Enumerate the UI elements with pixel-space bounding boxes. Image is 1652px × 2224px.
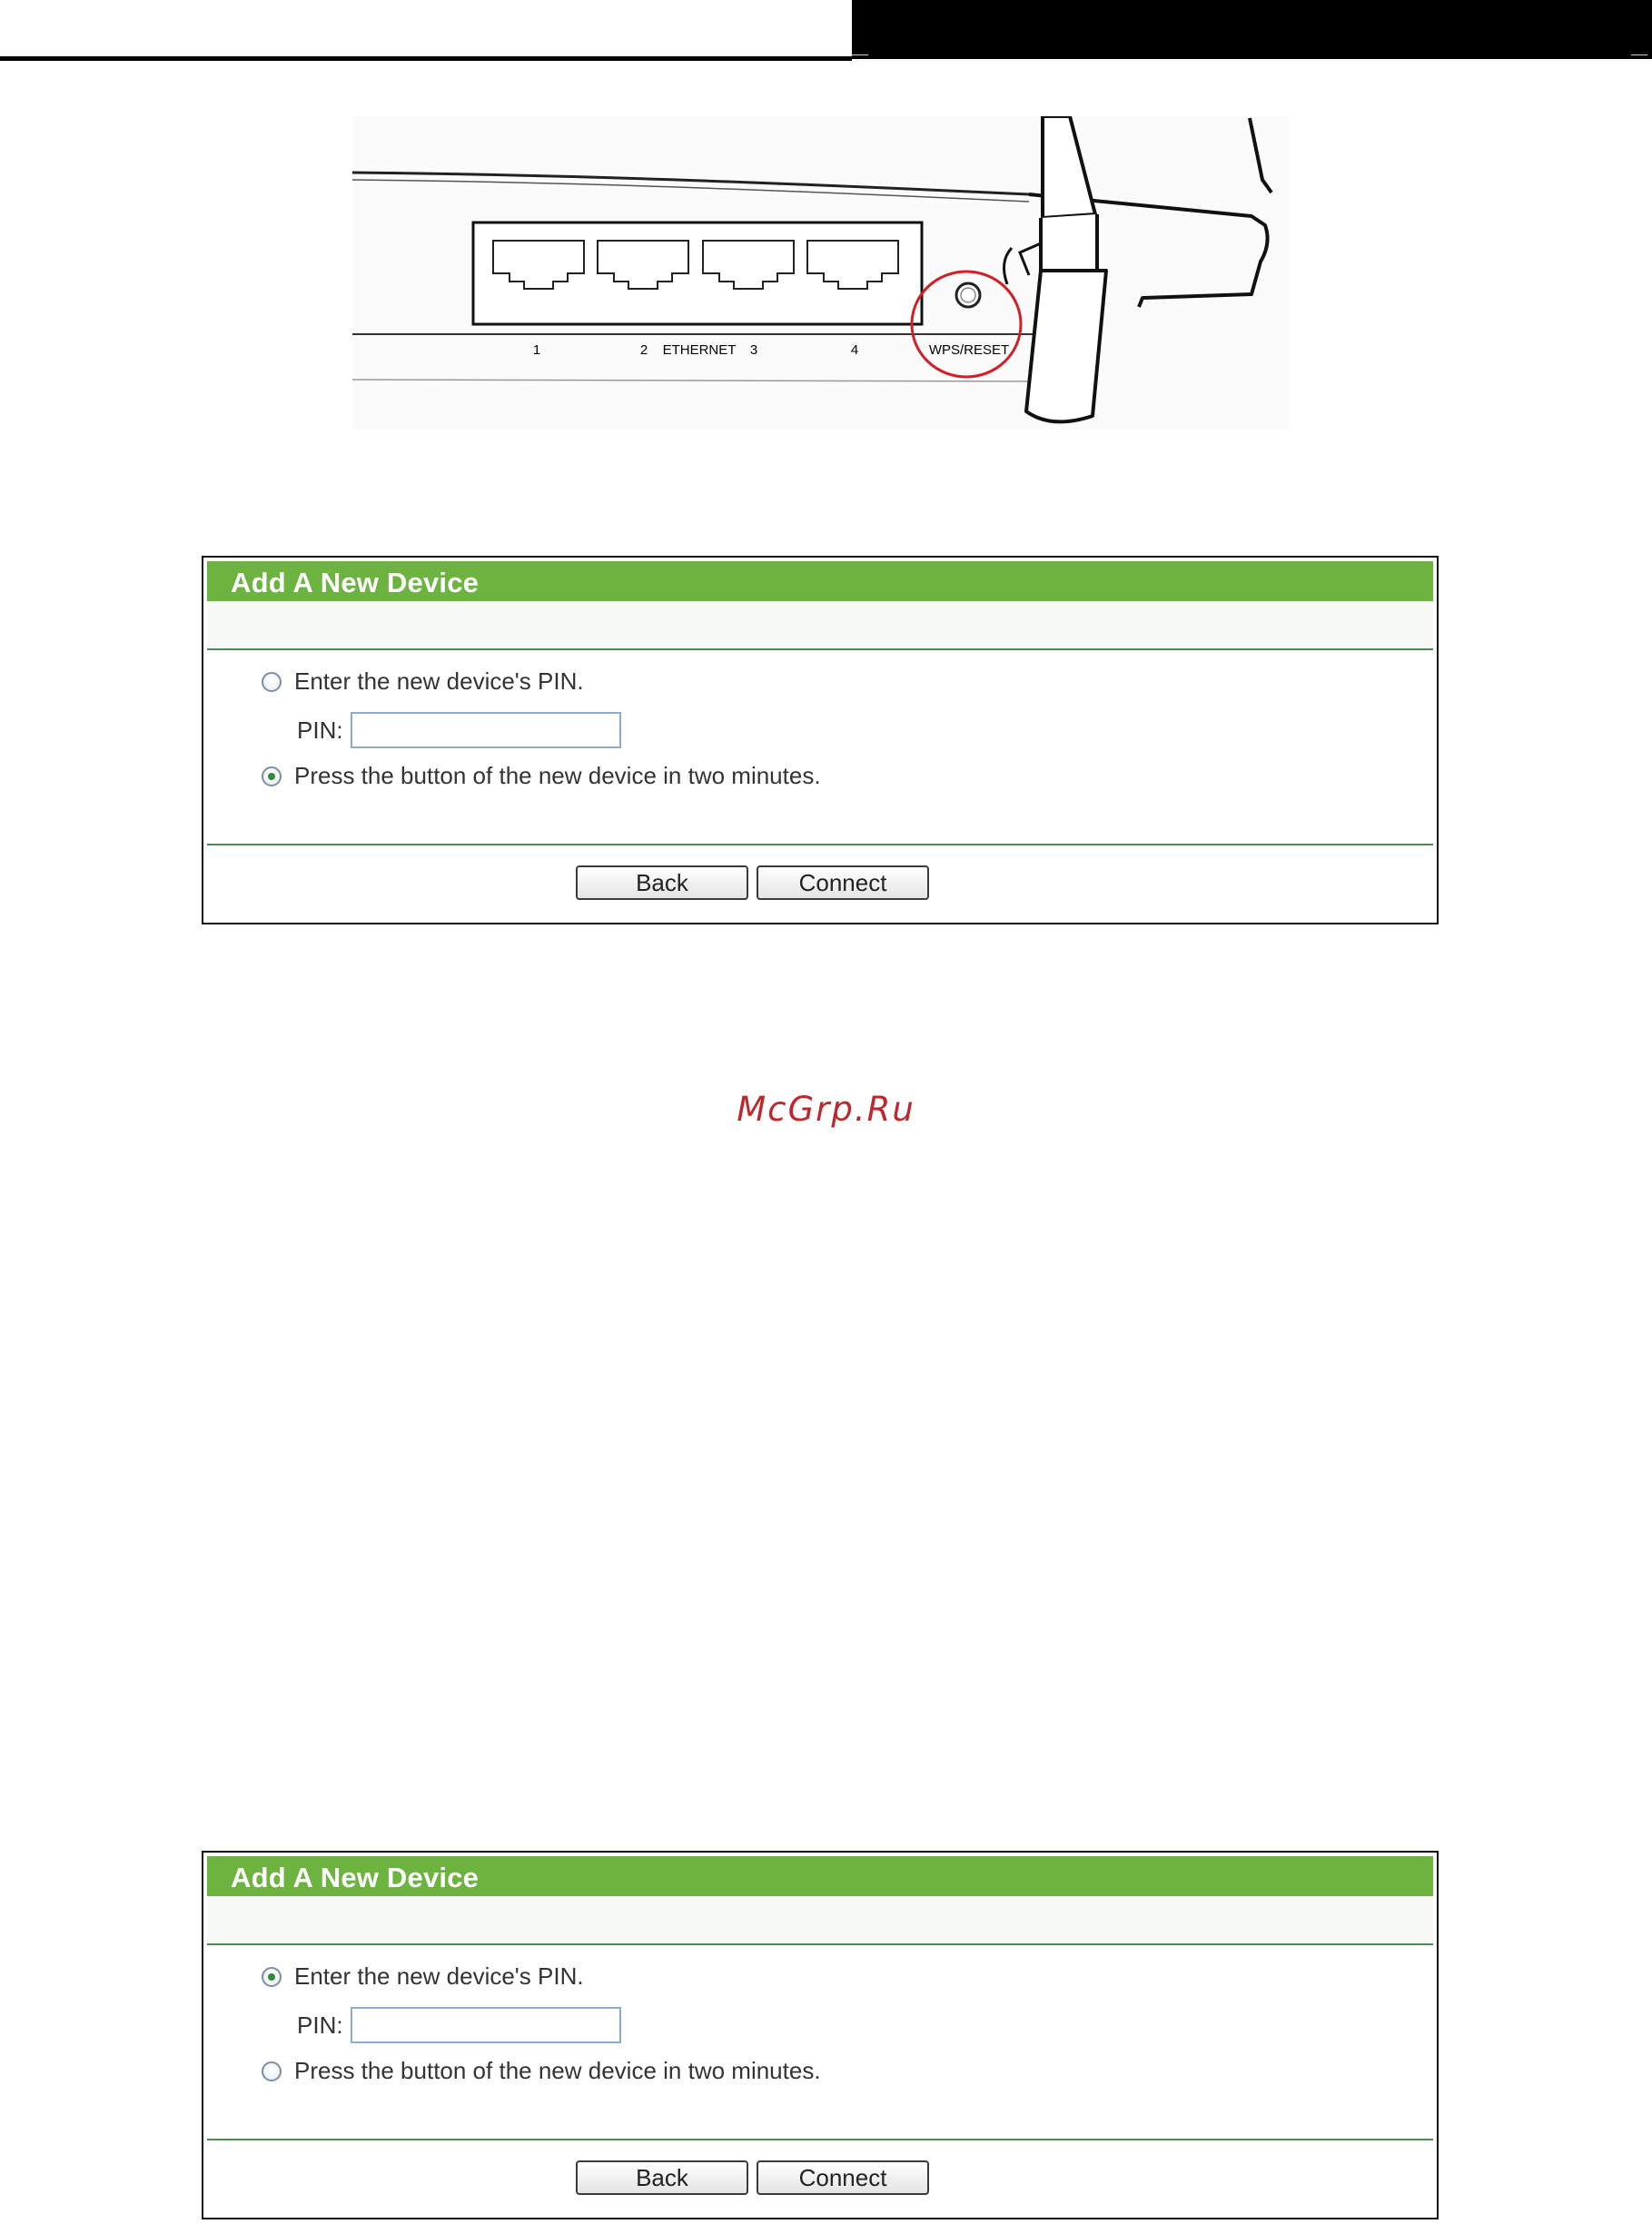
radio-push-button[interactable] (262, 2061, 282, 2081)
watermark: McGrp.Ru (737, 1090, 915, 1129)
port-label-ethernet: ETHERNET (662, 342, 737, 358)
option-push-button[interactable] (262, 762, 821, 790)
radio-push-button[interactable] (262, 766, 282, 786)
port-label-2: 2 (639, 342, 648, 358)
wps-reset-button (956, 283, 980, 307)
port-label-4: 4 (850, 342, 859, 358)
option-enter-pin[interactable] (262, 667, 584, 696)
panel-title: Add A New Device (231, 1862, 480, 1893)
port-label-1: 1 (532, 342, 541, 358)
panel-sub-bar (207, 1896, 1433, 1945)
option-push-button-label: Press the button of the new device in two minutes. (294, 762, 821, 789)
pin-input[interactable] (351, 712, 621, 748)
add-device-panel-pbc (202, 556, 1439, 924)
header-rule (0, 56, 852, 61)
radio-enter-pin[interactable] (262, 1967, 282, 1987)
back-button[interactable]: Back (576, 2160, 748, 2195)
back-button[interactable]: Back (576, 865, 748, 900)
pin-row (297, 712, 621, 748)
connect-button[interactable]: Connect (757, 865, 929, 900)
add-device-panel-pin (202, 1851, 1439, 2219)
pin-label: PIN: (297, 2011, 343, 2039)
panel-title-bar (207, 561, 1433, 601)
header-tick (852, 54, 868, 55)
router-back-panel-figure (352, 116, 1290, 430)
option-enter-pin[interactable] (262, 1962, 584, 1991)
pin-label: PIN: (297, 716, 343, 744)
option-enter-pin-label: Enter the new device's PIN. (294, 1962, 584, 1990)
pin-input[interactable] (351, 2007, 621, 2043)
wps-reset-label: WPS/RESET (928, 342, 1010, 358)
panel-title-bar (207, 1856, 1433, 1896)
panel-sub-bar (207, 601, 1433, 650)
header-tick (1631, 54, 1647, 55)
connect-button[interactable]: Connect (757, 2160, 929, 2195)
panel-title: Add A New Device (231, 567, 480, 598)
pin-row (297, 2007, 621, 2043)
port-label-3: 3 (749, 342, 758, 358)
panel-footer-divider (207, 844, 1433, 845)
option-push-button-label: Press the button of the new device in two minutes. (294, 2057, 821, 2084)
option-enter-pin-label: Enter the new device's PIN. (294, 667, 584, 695)
router-illustration (352, 116, 1290, 430)
option-push-button[interactable] (262, 2057, 821, 2085)
panel-footer-divider (207, 2139, 1433, 2140)
radio-enter-pin[interactable] (262, 672, 282, 692)
header-bar (852, 0, 1652, 59)
